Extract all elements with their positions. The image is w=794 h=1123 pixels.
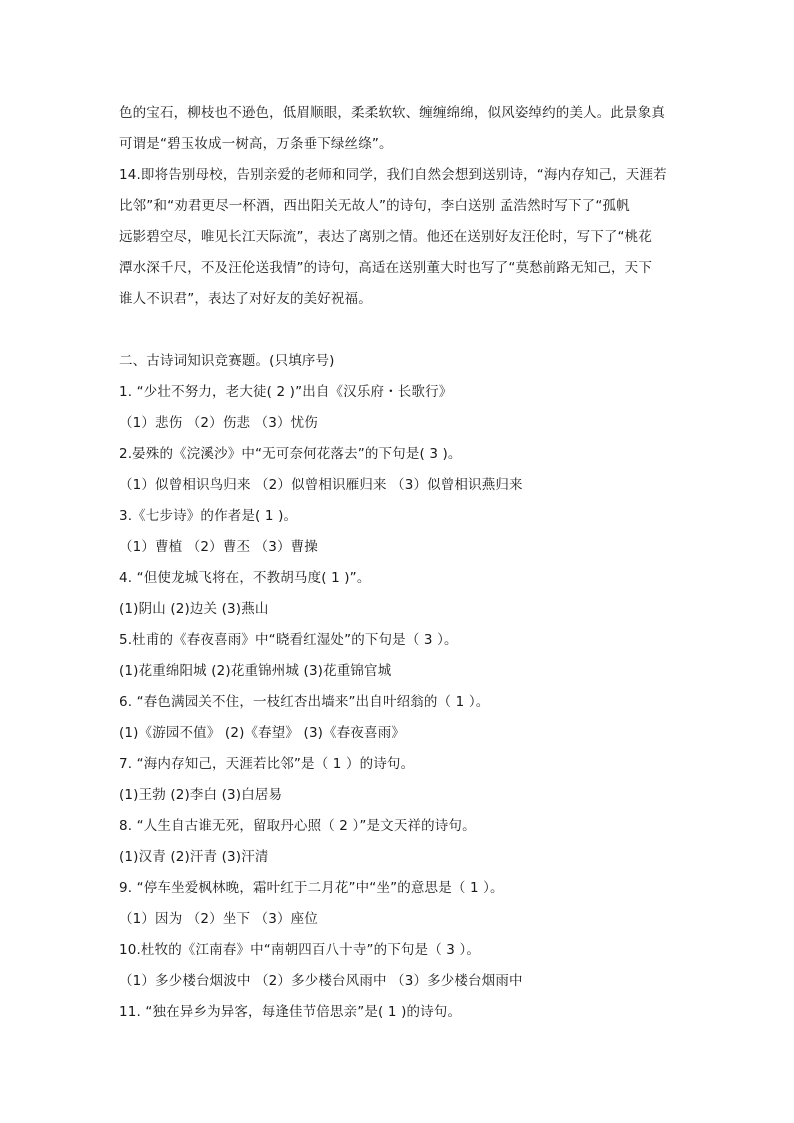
text-line: 远影碧空尽，唯见长江天际流”，表达了离别之情。他还在送别好友汪伦时，写下了“桃花 (119, 229, 652, 245)
question-line: 3.《七步诗》的作者是( 1 )。 (119, 508, 298, 524)
text-line: 14.即将告别母校，告别亲爱的老师和同学，我们自然会想到送别诗，“海内存知己，天涯若 (119, 167, 667, 183)
section-heading: 二、古诗词知识竞赛题。(只填序号) (119, 353, 335, 369)
text-line: 比邻”和“劝君更尽一杯酒，西出阳关无故人”的诗句，李白送别 孟浩然时写下了“孤帆 (119, 198, 630, 214)
options-line: (1)王勃 (2)李白 (3)白居易 (119, 787, 283, 803)
question-line: 2.晏殊的《浣溪沙》中“无可奈何花落去”的下句是( 3 )。 (119, 446, 462, 462)
options-line: (1)汉青 (2)汗青 (3)汗清 (119, 849, 269, 865)
options-line: (1)花重绵阳城 (2)花重锦州城 (3)花重锦官城 (119, 663, 392, 679)
options-line: (1)阴山 (2)边关 (3)燕山 (119, 601, 269, 617)
question-line: 5.杜甫的《春夜喜雨》中“晓看红湿处”的下句是（ 3 ）。 (119, 632, 458, 648)
question-line: 1. “少壮不努力，老大徒( 2 )”出自《汉乐府・长歌行》 (119, 384, 453, 400)
question-line: 4. “但使龙城飞将在，不教胡马度( 1 )”。 (119, 570, 371, 586)
question-line: 9. “停车坐爱枫林晚，霜叶红于二月花”中“坐”的意思是（ 1 ）。 (119, 880, 504, 896)
text-line: 色的宝石，柳枝也不逊色，低眉顺眼，柔柔软软、缠缠绵绵，似风姿绰约的美人。此景象真 (119, 105, 665, 121)
text-line: 可谓是“碧玉妆成一树高，万条垂下绿丝绦”。 (119, 136, 393, 152)
question-line: 6. “春色满园关不住，一枝红杏出墙来”出自叶绍翁的（ 1 ）。 (119, 694, 490, 710)
options-line: （1）似曾相识鸟归来 （2）似曾相识雁归来 （3）似曾相识燕归来 (119, 477, 523, 493)
text-line: 谁人不识君”，表达了对好友的美好祝福。 (119, 291, 372, 307)
question-line: 11. “独在异乡为异客，每逢佳节倍思亲”是( 1 )的诗句。 (119, 1004, 462, 1020)
question-line: 8. “人生自古谁无死，留取丹心照（ 2 ）”是文天祥的诗句。 (119, 818, 476, 834)
text-line: 潭水深千尺，不及汪伦送我情”的诗句，高适在送别董大时也写了“莫愁前路无知己，天下 (119, 260, 652, 276)
options-line: (1)《游园不值》 (2)《春望》 (3)《春夜喜雨》 (119, 725, 406, 741)
options-line: （1）曹植 （2）曹丕 （3）曹操 (119, 539, 318, 555)
question-line: 7. “海内存知己，天涯若比邻”是（ 1 ）的诗句。 (119, 756, 415, 772)
options-line: （1）悲伤 （2）伤悲 （3）忧伤 (119, 415, 318, 431)
question-line: 10.杜牧的《江南春》中“南朝四百八十寺”的下句是（ 3 ）。 (119, 942, 481, 958)
options-line: （1）多少楼台烟波中 （2）多少楼台风雨中 （3）多少楼台烟雨中 (119, 973, 523, 989)
options-line: （1）因为 （2）坐下 （3）座位 (119, 911, 318, 927)
